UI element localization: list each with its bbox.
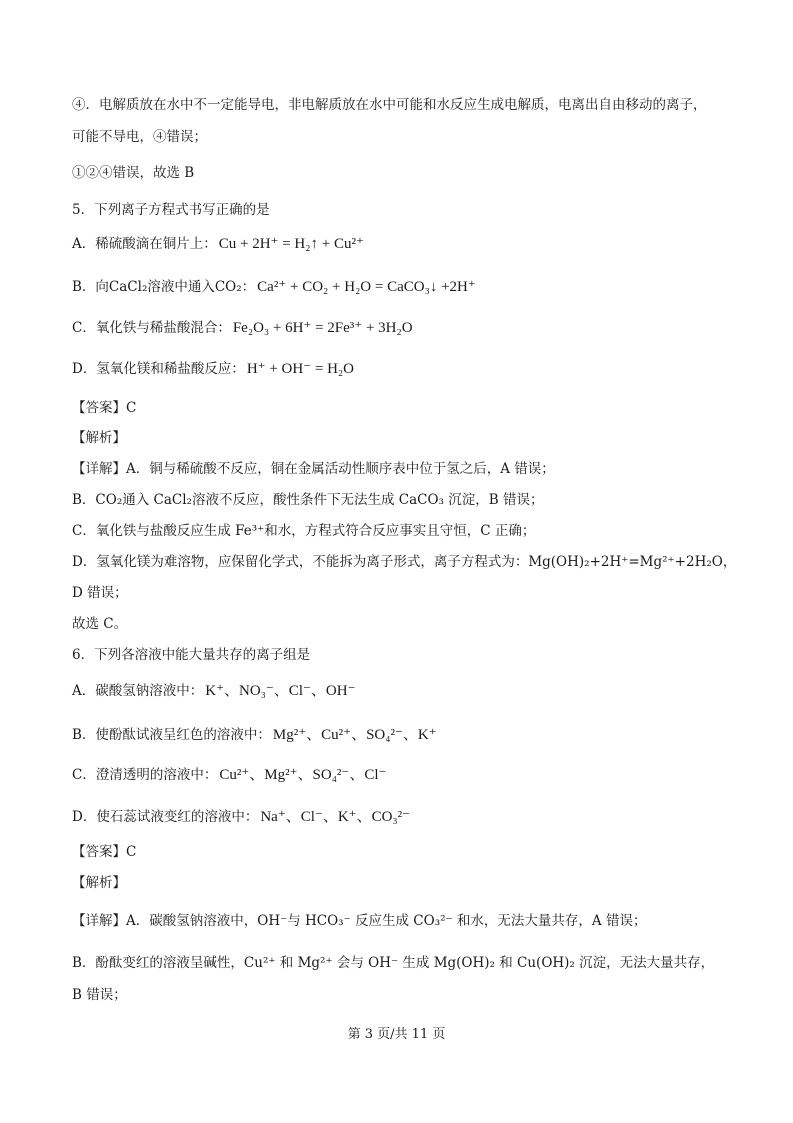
paragraph-line: 故选 C。 (72, 616, 128, 632)
option-5b: B．向CaCl₂溶液中通入CO₂： Ca²⁺ + CO₂ + H₂O = CaCO₃↓ +2H⁺ (72, 279, 476, 295)
formula: Fe₂O₃ + 6H⁺ = 2Fe³⁺ + 3H₂O (232, 320, 413, 336)
paragraph-line: ④．电解质放在水中不一定能导电，非电解质放在水中可能和水反应生成电解质，电离出自由移动的离子， (72, 97, 707, 113)
formula: K⁺、NO₃⁻、Cl⁻、OH⁻ (205, 683, 356, 699)
formula: H⁺ + OH⁻ = H₂O (246, 361, 354, 377)
formula: Na⁺、Cl⁻、K⁺、CO₃²⁻ (260, 809, 411, 825)
formula: Cu + 2H⁺ = H₂↑ + Cu²⁺ (218, 236, 364, 252)
question-5-stem: 5．下列离子方程式书写正确的是 (72, 202, 270, 218)
option-5c: C．氧化铁与稀盐酸混合： Fe₂O₃ + 6H⁺ = 2Fe³⁺ + 3H₂O (72, 320, 413, 336)
option-5d: D．氢氧化镁和稀盐酸反应： H⁺ + OH⁻ = H₂O (72, 361, 354, 377)
paragraph-line: D 错误； (72, 585, 128, 601)
question-6-stem: 6．下列各溶液中能大量共存的离子组是 (72, 647, 311, 663)
paragraph-line: D．氢氧化镁为难溶物，应保留化学式，不能拆为离子形式，离子方程式为：Mg(OH)₂+2H⁺=Mg²⁺+2H₂O， (72, 554, 737, 570)
analysis-label: 【解析】 (72, 430, 126, 446)
paragraph-line: 【详解】A．碳酸氢钠溶液中，OH⁻与 HCO₃⁻ 反应生成 CO₃²⁻ 和水，无法大量共存，A 错误； (72, 913, 647, 929)
paragraph-line: B．酚酞变红的溶液呈碱性，Cu²⁺ 和 Mg²⁺ 会与 OH⁻ 生成 Mg(OH)₂ 和 Cu(OH)₂ 沉淀，无法大量共存， (72, 955, 715, 971)
formula: Mg²⁺、Cu²⁺、SO₄²⁻、K⁺ (272, 727, 437, 743)
paragraph-line: B．CO₂通入 CaCl₂溶液不反应，酸性条件下无法生成 CaCO₃ 沉淀，B 错误； (72, 492, 544, 508)
formula: Cu²⁺、Mg²⁺、SO₄²⁻、Cl⁻ (219, 767, 387, 783)
answer-label: 【答案】C (72, 844, 137, 860)
analysis-label: 【解析】 (72, 875, 126, 891)
paragraph-line: 可能不导电，④错误； (72, 129, 207, 145)
paragraph-line: B 错误； (72, 987, 127, 1003)
paragraph-line: ①②④错误，故选 B (72, 165, 195, 181)
paragraph-line: 【详解】A．铜与稀硫酸不反应，铜在金属活动性顺序表中位于氢之后，A 错误； (72, 461, 555, 477)
option-6a: A．碳酸氢钠溶液中： K⁺、NO₃⁻、Cl⁻、OH⁻ (72, 683, 356, 699)
option-6d: D．使石蕊试液变红的溶液中： Na⁺、Cl⁻、K⁺、CO₃²⁻ (72, 809, 411, 825)
option-6c: C．澄清透明的溶液中： Cu²⁺、Mg²⁺、SO₄²⁻、Cl⁻ (72, 767, 387, 783)
answer-label: 【答案】C (72, 400, 137, 416)
formula: Ca²⁺ + CO₂ + H₂O = CaCO₃↓ +2H⁺ (257, 279, 476, 295)
option-6b: B．使酚酞试液呈红色的溶液中： Mg²⁺、Cu²⁺、SO₄²⁻、K⁺ (72, 727, 437, 743)
paragraph-line: C．氧化铁与盐酸反应生成 Fe³⁺和水，方程式符合反应事实且守恒，C 正确； (72, 523, 536, 539)
page-footer: 第 3 页/共 11 页 (347, 1027, 446, 1042)
option-5a: A．稀硫酸滴在铜片上： Cu + 2H⁺ = H₂↑ + Cu²⁺ (72, 236, 364, 252)
